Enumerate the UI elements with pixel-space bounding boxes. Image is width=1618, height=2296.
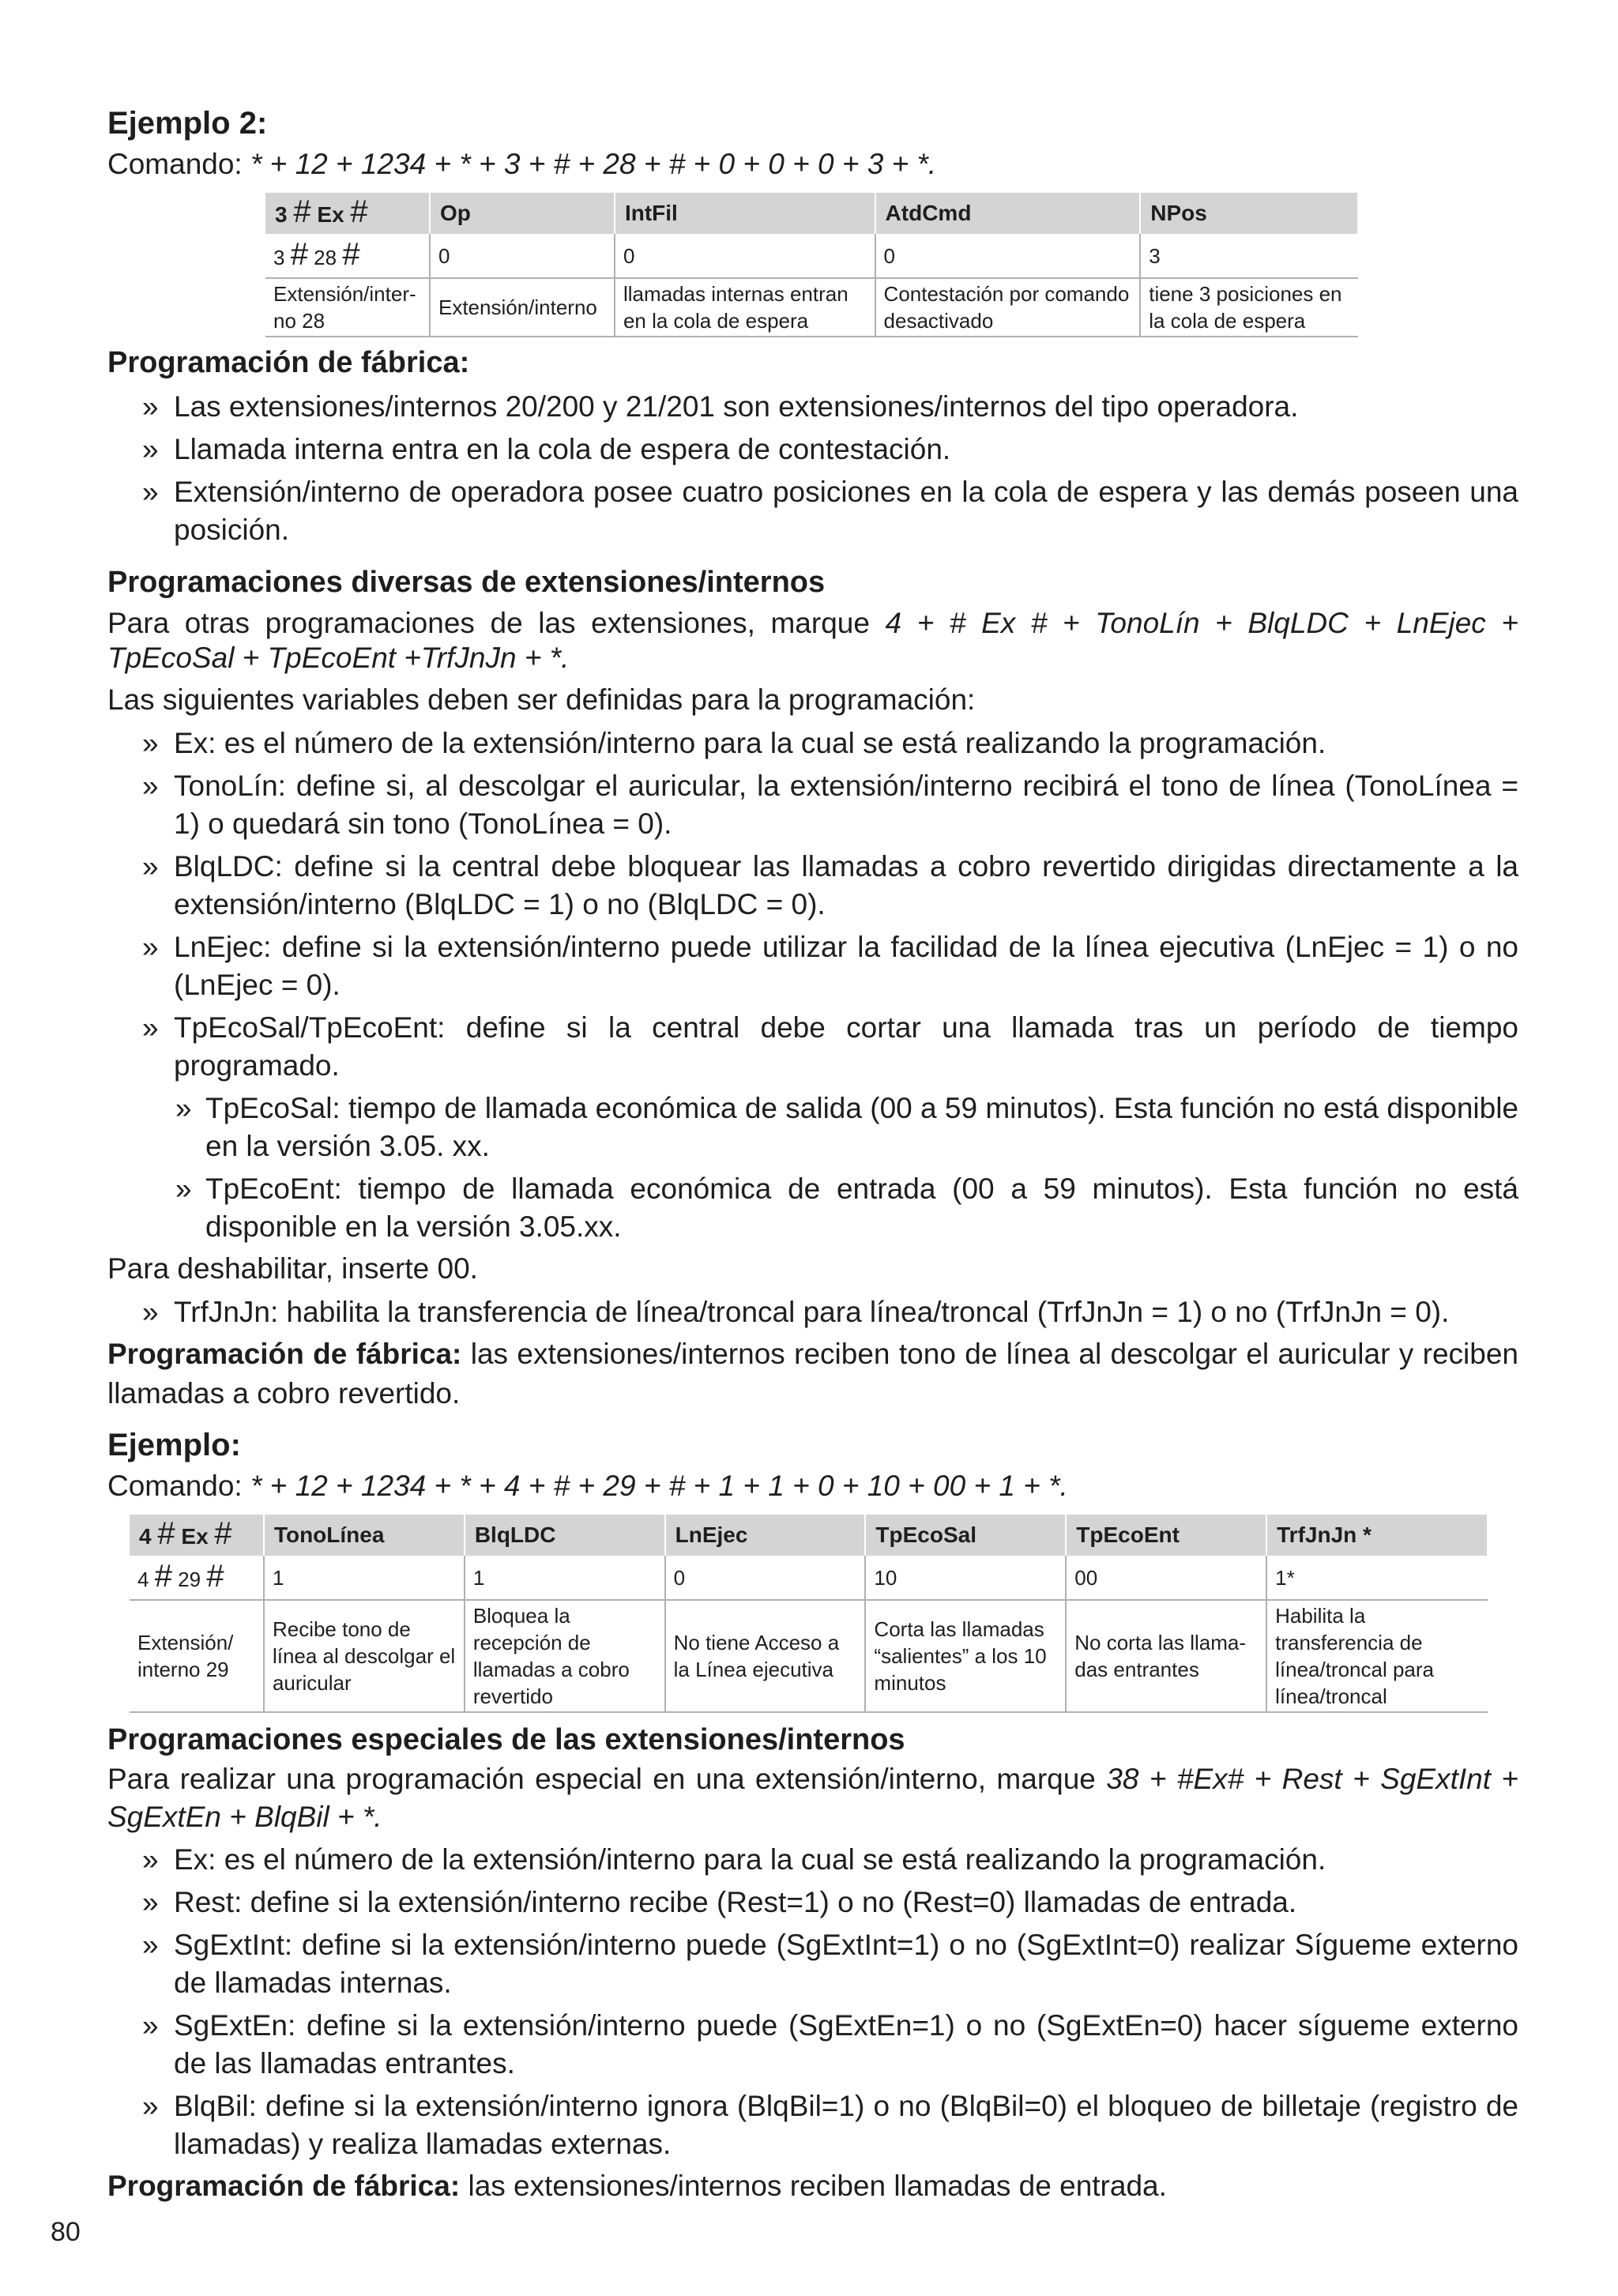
list-item: » LnEjec: define si la extensión/interno puede utilizar la facilidad de la línea ejecutiva (LnEjec = 1) o no (LnEjec = 0). xyxy=(107,928,1518,1004)
table-header-row xyxy=(130,1515,1488,1556)
command-value: * + 12 + 1234 + * + 3 + # + 28 + # + 0 + 0 + 0 + 3 + *. xyxy=(250,148,937,180)
table-row xyxy=(130,1556,1488,1600)
table-row xyxy=(130,1600,1488,1712)
cell: 1 xyxy=(465,1556,665,1600)
table-row xyxy=(265,234,1358,278)
special-intro xyxy=(107,1760,1518,1836)
cell: llamadas internas entran en la cola de espera xyxy=(615,278,875,337)
example2-table xyxy=(265,193,1359,337)
header-tpecoent: TpEcoEnt xyxy=(1066,1515,1266,1556)
section-heading-diverse: Programaciones diversas de extensiones/internos xyxy=(107,566,826,599)
header-tpecosal: TpEcoSal xyxy=(865,1515,1066,1556)
cell: Extensión/interno xyxy=(430,278,615,337)
list-item: » BlqLDC: define si la central debe bloquear las llamadas a cobro revertido dirigidas directamente a la extensión/interno (BlqLDC = 1) o no (BlqLDC = 0). xyxy=(107,848,1518,924)
list-item: » TonoLín: define si, al descolgar el auricular, la extensión/interno recibirá el tono de línea (TonoLínea = 1) o quedará sin tono (TonoLínea = 0). xyxy=(107,767,1518,843)
list-item: » Extensión/interno de operadora posee cuatro posiciones en la cola de espera y las demás poseen una posición. xyxy=(107,473,1518,549)
cell: Bloquea la recepción de llamadas a cobro revertido xyxy=(465,1600,665,1712)
list-item: » Las extensiones/internos 20/200 y 21/201 son extensiones/internos del tipo operadora. xyxy=(107,388,1518,426)
header-intfil: IntFil xyxy=(615,193,875,234)
special-factory xyxy=(107,2166,1518,2206)
list-item: » SgExtEn: define si la extensión/interno puede (SgExtEn=1) o no (SgExtEn=0) hacer sígueme externo de las llamadas entrantes. xyxy=(107,2007,1518,2083)
cell: Recibe tono de línea al descolgar el auricular xyxy=(264,1600,465,1712)
cell: No corta las llama-das entrantes xyxy=(1066,1600,1266,1712)
header-npos: NPos xyxy=(1140,193,1358,234)
diverse-factory xyxy=(107,1334,1518,1413)
cell: 1 xyxy=(264,1556,465,1600)
example-table xyxy=(130,1515,1488,1713)
factory-label: Programación de fábrica: xyxy=(107,1338,462,1370)
example-heading: Ejemplo: xyxy=(107,1428,241,1462)
header-tonolinea: TonoLínea xyxy=(264,1515,465,1556)
list-item: » Llamada interna entra en la cola de espera de contestación. xyxy=(107,431,1518,469)
list-item: » SgExtInt: define si la extensión/interno puede (SgExtInt=1) o no (SgExtInt=0) realizar Sígueme externo de llamadas internas. xyxy=(107,1926,1518,2002)
list-item: » TpEcoSal/TpEcoEnt: define si la central debe cortar una llamada tras un período de tiempo programado. xyxy=(107,1009,1518,1085)
header-trfjnjn: TrfJnJn * xyxy=(1266,1515,1488,1556)
example2-command xyxy=(107,144,1518,185)
header-blqldc: BlqLDC xyxy=(465,1515,665,1556)
table-header-row xyxy=(265,193,1358,234)
example-command xyxy=(107,1466,1518,1507)
diverse-intro xyxy=(107,606,1518,676)
header-ex: 3 # Ex # xyxy=(265,193,430,234)
header-op: Op xyxy=(430,193,615,234)
cell: Contestación por comando desactivado xyxy=(875,278,1141,337)
cell: 0 xyxy=(615,234,875,278)
header-ex: 4 # Ex # xyxy=(130,1515,264,1556)
cell: 4 # 29 # xyxy=(130,1556,264,1600)
intro-text: Para otras programaciones de las extensiones, marque xyxy=(107,607,886,639)
page-number: 80 xyxy=(51,2217,81,2247)
example2-heading: Ejemplo 2: xyxy=(107,106,268,141)
cell: Extensión/inter-no 28 xyxy=(265,278,430,337)
cell: 0 xyxy=(875,234,1141,278)
cell: 10 xyxy=(865,1556,1066,1600)
header-atdcmd: AtdCmd xyxy=(875,193,1141,234)
cell: 3 xyxy=(1140,234,1358,278)
cell: 0 xyxy=(665,1556,866,1600)
document-page xyxy=(107,103,1518,2206)
special-list xyxy=(107,1841,1518,2163)
list-item: » Ex: es el número de la extensión/interno para la cual se está realizando la programación. xyxy=(107,1841,1518,1879)
factory-list xyxy=(107,388,1518,549)
factory-text: las extensiones/internos reciben llamadas de entrada. xyxy=(460,2170,1167,2202)
section-heading-special: Programaciones especiales de las extensiones/internos xyxy=(107,1723,905,1756)
intro-text: Para realizar una programación especial en una extensión/interno, marque xyxy=(107,1763,1107,1795)
cell: 3 # 28 # xyxy=(265,234,430,278)
cell: Habilita la transferencia de línea/troncal para línea/troncal xyxy=(1266,1600,1488,1712)
command-label: Comando: xyxy=(107,1470,243,1502)
cell: Extensión/ interno 29 xyxy=(130,1600,264,1712)
list-item: » TrfJnJn: habilita la transferencia de línea/troncal para línea/troncal (TrfJnJn = 1) o no (TrfJnJn = 0). xyxy=(107,1293,1518,1331)
cell: 0 xyxy=(430,234,615,278)
table-row xyxy=(265,278,1358,337)
list-item: » Ex: es el número de la extensión/interno para la cual se está realizando la programación. xyxy=(107,725,1518,762)
cell: 00 xyxy=(1066,1556,1266,1600)
cell: tiene 3 posiciones en la cola de espera xyxy=(1140,278,1358,337)
command-label: Comando: xyxy=(107,148,243,180)
list-item: » BlqBil: define si la extensión/interno ignora (BlqBil=1) o no (BlqBil=0) el bloqueo de billetaje (registro de llamadas) y realiza llamadas externas. xyxy=(107,2087,1518,2163)
header-lnejec: LnEjec xyxy=(665,1515,866,1556)
intro-formula: 38 + #Ex# + Rest + SgExtInt + SgExtEn + BlqBil + *. xyxy=(107,1763,1519,1833)
cell: Corta las llamadas “salientes” a los 10 minutos xyxy=(865,1600,1066,1712)
factory-label: Programación de fábrica: xyxy=(107,2170,461,2202)
sub-list xyxy=(107,1090,1518,1246)
vars-intro: Las siguientes variables deben ser definidas para la programación: xyxy=(107,683,976,716)
variables-list xyxy=(107,725,1518,1085)
cell: No tiene Acceso a la Línea ejecutiva xyxy=(665,1600,866,1712)
intro-formula: 4 + # Ex # + TonoLín + BlqLDC + LnEjec + TpEcoSal + TpEcoEnt +TrfJnJn + *. xyxy=(107,607,1519,674)
cell: 1* xyxy=(1266,1556,1488,1600)
disable-note: Para deshabilitar, inserte 00. xyxy=(107,1252,478,1285)
list-item: » TpEcoSal: tiempo de llamada económica de salida (00 a 59 minutos). Esta función no está disponible en la versión 3.05. xx. xyxy=(107,1090,1518,1165)
trf-list xyxy=(107,1293,1518,1331)
command-value: * + 12 + 1234 + * + 4 + # + 29 + # + 1 + 1 + 0 + 10 + 00 + 1 + *. xyxy=(250,1470,1068,1502)
factory-heading: Programación de fábrica: xyxy=(107,346,470,379)
factory-text: las extensiones/internos reciben tono de línea al descolgar el auricular y reciben llamadas a cobro revertido. xyxy=(107,1338,1519,1410)
list-item: » TpEcoEnt: tiempo de llamada económica de entrada (00 a 59 minutos). Esta función no está disponible en la versión 3.05.xx. xyxy=(107,1170,1518,1246)
list-item: » Rest: define si la extensión/interno recibe (Rest=1) o no (Rest=0) llamadas de entrada. xyxy=(107,1884,1518,1921)
